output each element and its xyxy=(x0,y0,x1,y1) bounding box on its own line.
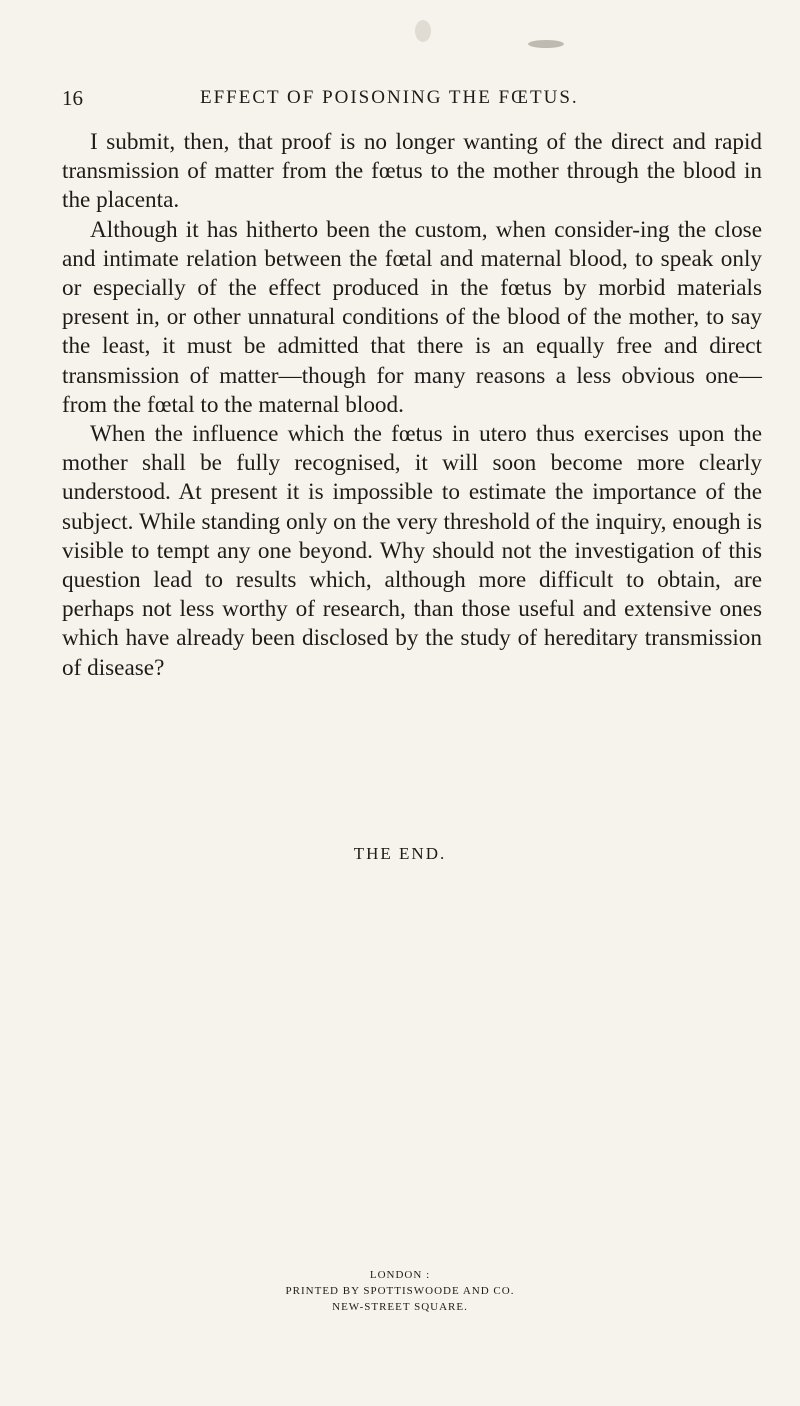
ink-smudge xyxy=(415,20,431,42)
end-mark: THE END. xyxy=(353,844,447,863)
imprint-printer: PRINTED BY SPOTTISWOODE AND CO. xyxy=(285,1285,515,1297)
running-title: EFFECT OF POISONING THE FŒTUS. xyxy=(200,87,579,108)
paragraph: When the influence which the fœtus in utero thus exercises upon the mother shall be fully recognised, it will soon become more clearly understood. At present it is impossible to estimate the importance of the subject. While standing only on the very threshold of the inquiry, enough is visible to tempt any one beyond. Why should not the investigation of this question lead to results which, although more difficult to obtain, are perhaps not less worthy of research, than those useful and extensive ones which have already been disclosed by the study of hereditary transmission of disease? xyxy=(62,421,762,681)
page-number: 16 xyxy=(62,86,83,110)
paragraph: I submit, then, that proof is no longer wanting of the direct and rapid transmission of matter from the fœtus to the mother through the blood in the placenta. xyxy=(62,129,762,214)
ink-smudge xyxy=(528,40,564,48)
imprint-city: LONDON : xyxy=(369,1269,431,1281)
printer-imprint xyxy=(0,1267,800,1315)
imprint-address: NEW-STREET SQUARE. xyxy=(332,1301,468,1313)
paragraph: Although it has hitherto been the custom, when consider-ing the close and intimate relation between the fœtal and maternal blood, to speak only or especially of the effect produced in the fœtus by morbid materials present in, or other unnatural conditions of the blood of the mother, to say the least, it must be admitted that there is an equally free and direct transmission of matter—though for many reasons a less obvious one—from the fœtal to the maternal blood. xyxy=(62,216,762,418)
body-text xyxy=(62,128,762,683)
